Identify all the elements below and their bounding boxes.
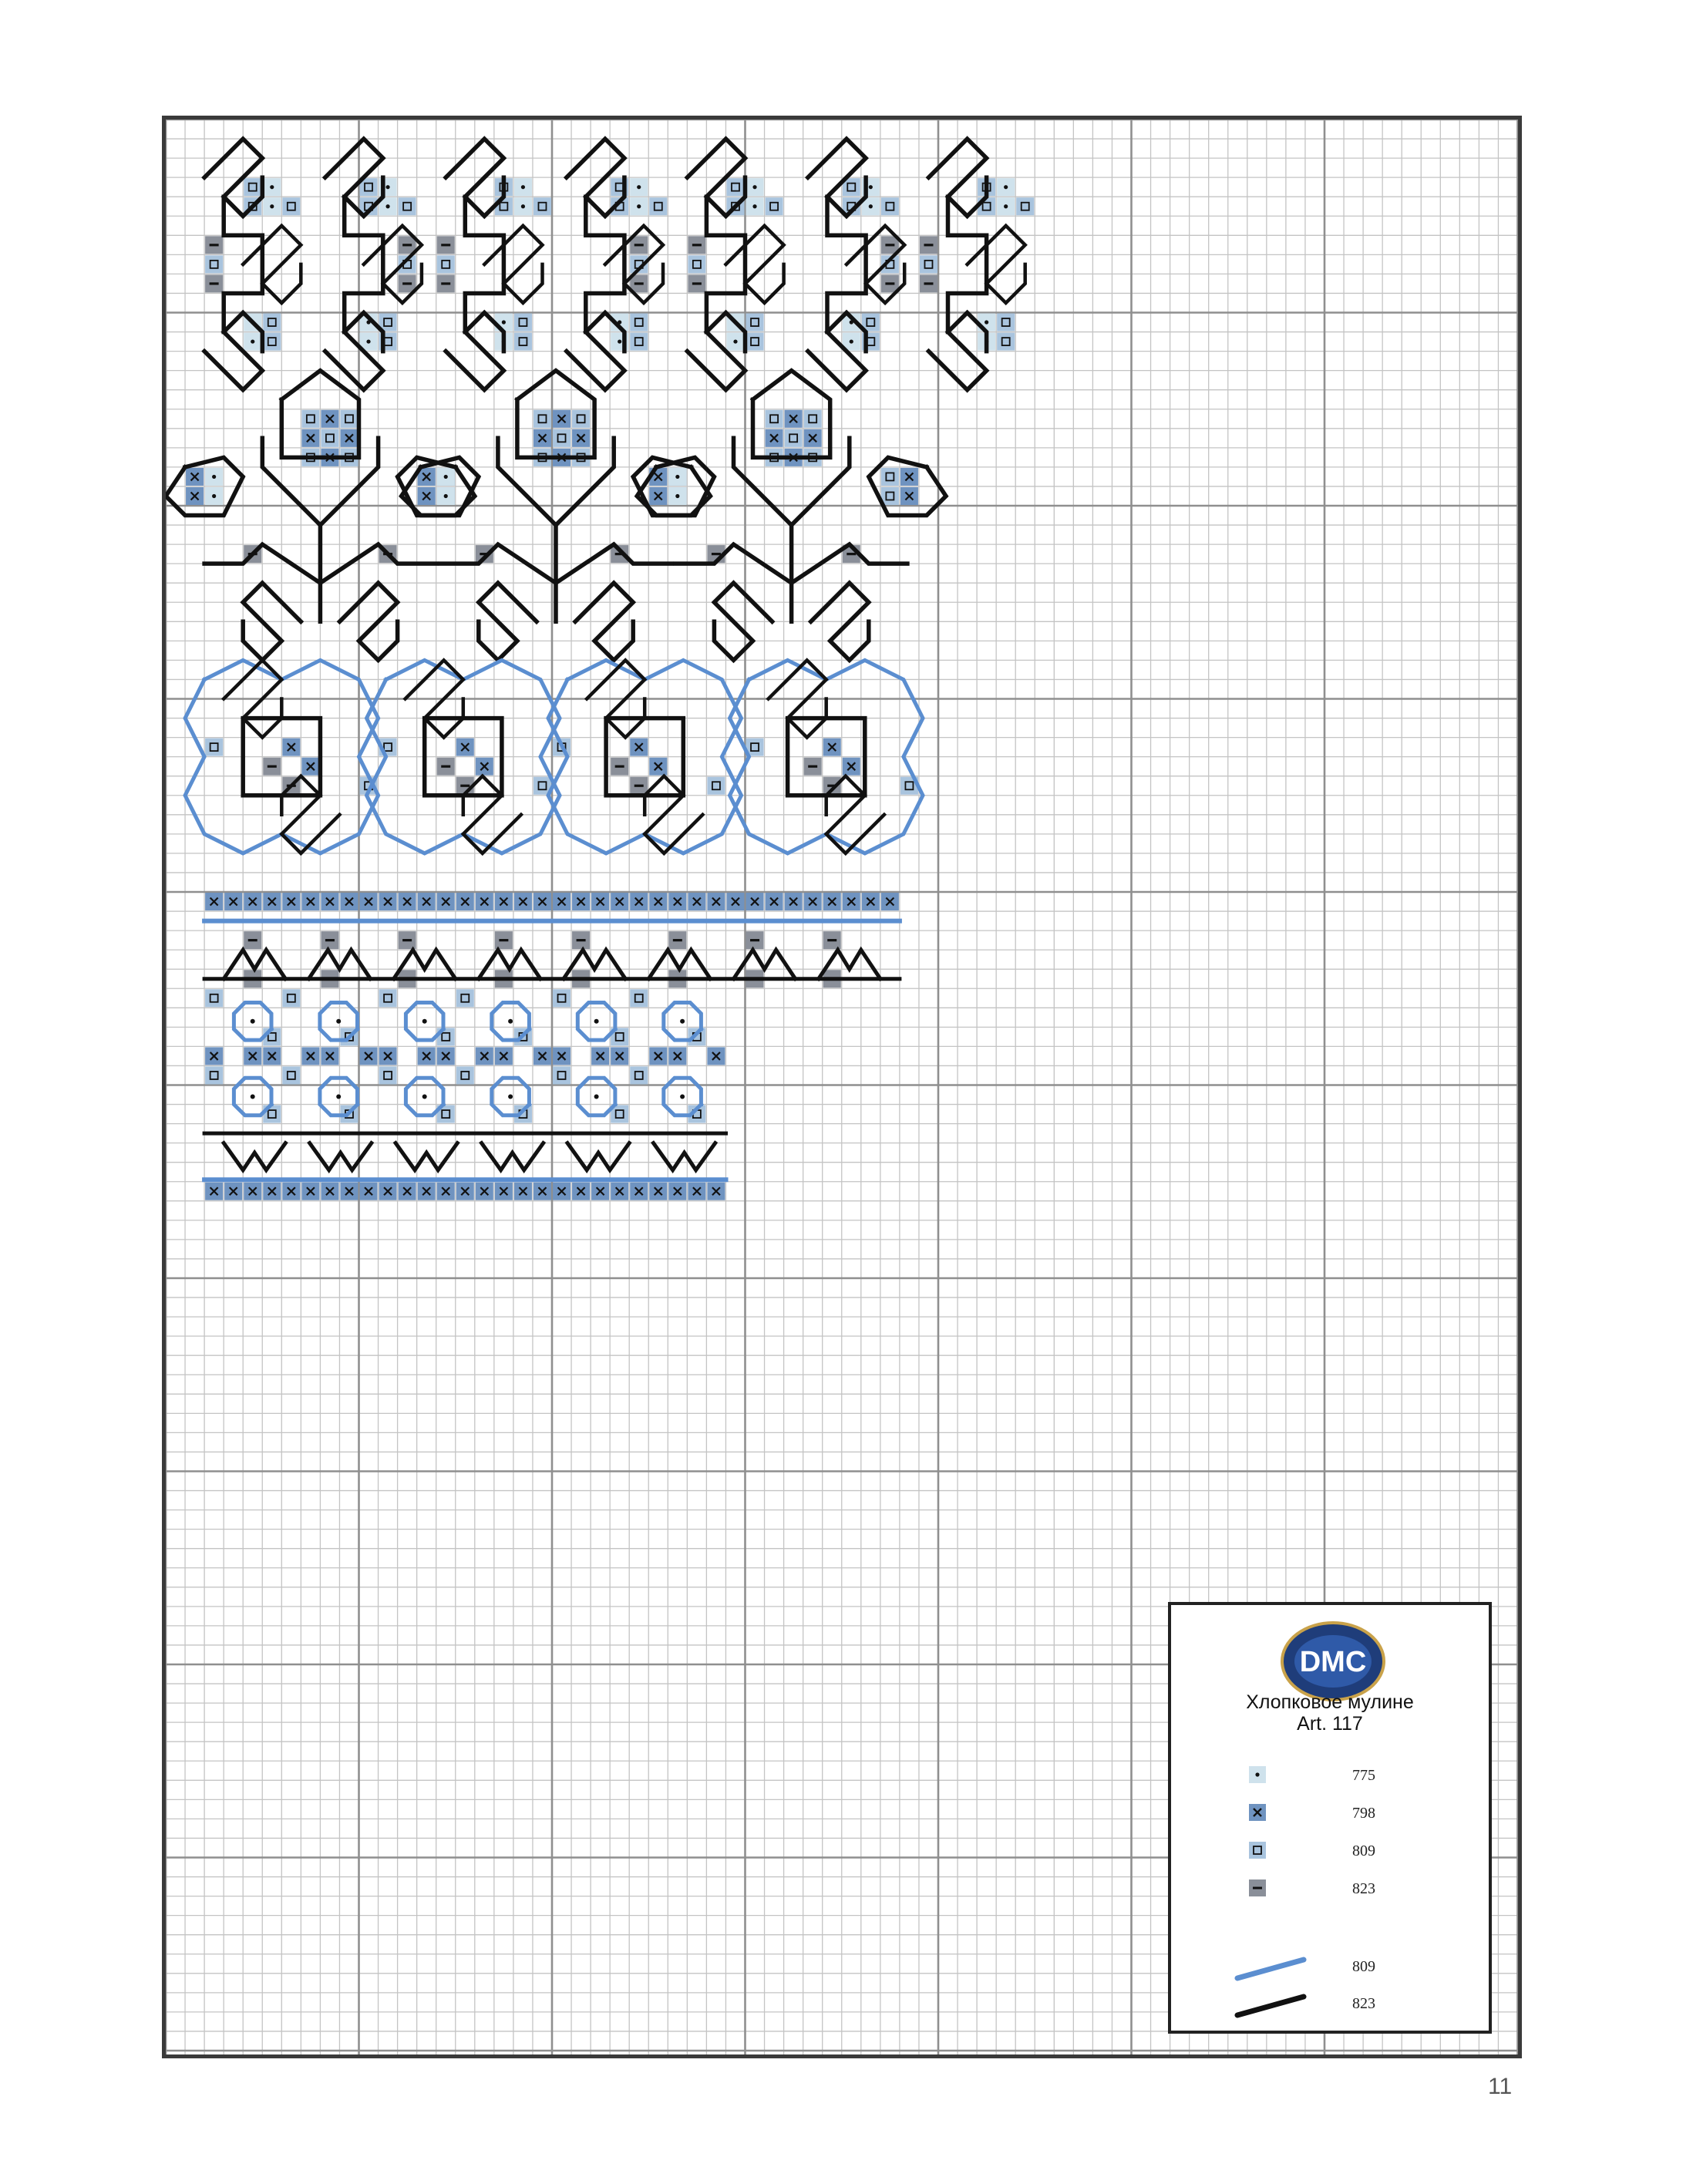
legend-code: 809 [1352,1958,1375,1975]
legend-code: 809 [1352,1842,1375,1859]
dot-symbol-icon [1248,1765,1267,1784]
backstitch-lines [166,139,1025,1179]
dash-symbol-icon [1248,1879,1267,1897]
legend-code: 798 [1352,1805,1375,1822]
color-legend [1168,1602,1492,2034]
cross-symbol-icon [1248,1803,1267,1822]
legend-code: 823 [1352,1880,1375,1897]
blue-backstitch-icon [1233,1953,1310,1984]
legend-code: 775 [1352,1767,1375,1784]
page-number: 11 [1488,2074,1513,2099]
black-backstitch-icon [1233,1991,1310,2021]
legend-code: 823 [1352,1995,1375,2012]
legend-title: Хлопковое мулине [1246,1691,1414,1713]
legend-article: Art. 117 [1297,1713,1363,1735]
square-symbol-icon [1248,1841,1267,1859]
svg-text:DMC: DMC [1299,1646,1367,1678]
